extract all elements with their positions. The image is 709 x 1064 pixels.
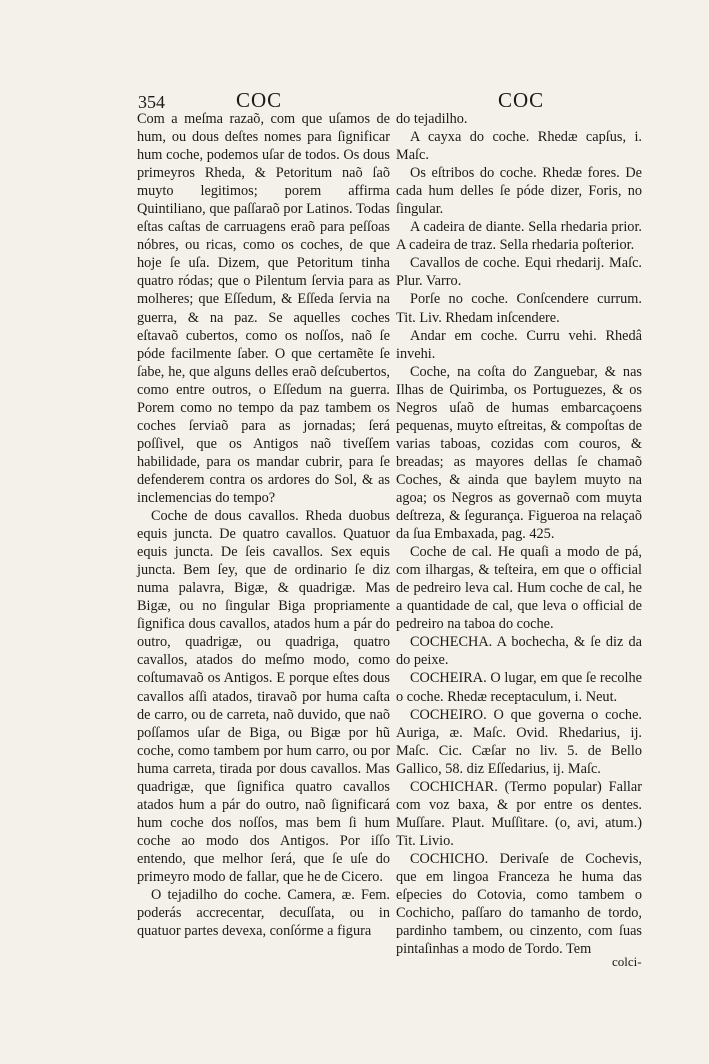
paragraph: COCHEIRA. O lugar, em que ſe recolhe o coche. Rhedæ receptaculum, i. Neut.: [396, 670, 642, 705]
right-column: [396, 110, 642, 958]
page-number: 354: [138, 92, 165, 112]
paragraph: A cadeira de diante. Sella rhedaria prior. A cadeira de traz. Sella rhedaria poſterior.: [396, 219, 642, 254]
paragraph: COCHEIRO. O que governa o coche. Auriga, æ. Maſc. Ovid. Rhedarius, ij. Maſc. Cic. Cæſar no liv. 5. de Bello Gallico, 58. diz Eſſedarius, ij. Maſc.: [396, 706, 642, 777]
paragraph: Andar em coche. Curru vehi. Rhedâ invehi.: [396, 327, 642, 362]
paragraph: A cayxa do coche. Rhedæ capſus, i. Maſc.: [396, 129, 642, 164]
paragraph: COCHECHA. A bochecha, & ſe diz da do peixe.: [396, 634, 642, 669]
paragraph: Com a meſma razaõ, com que uſamos de hum, ou dous deſtes nomes para ſignificar hum coche, podemos uſar de todos. Os dous primeyros Rheda, & Petoritum naõ ſaõ muyto legitimos; porem affirma Quintiliano, que paſſaraõ por Latinos. Todas eſtas caſtas de carruagens eraõ para peſſoas nóbres, ou ricas, como os coches, de que hoje ſe uſa. Dizem, que Petoritum tinha quatro ródas; que o Pilentum ſervia para as molheres; que Eſſedum, & Eſſeda ſervia na guerra, & na paz. Se aquelles coches eſtavaõ cubertos, como os noſſos, naõ ſe póde facilmente ſaber. O que certamẽte ſe ſabe, he, que alguns delles eraõ deſcubertos, como entre outros, o Eſſedum na guerra. Porem como no tempo da paz tambem os coches ſerviaõ para as jornadas; ſerá poſſivel, que os Antigos naõ tiveſſem habilidade, para os mandar cubrir, para ſe defenderem contra os ardores do Sol, & as inclemencias do tempo?: [137, 111, 390, 506]
paragraph: Coche de cal. He quaſi a modo de pá, com ilhargas, & teſteira, em que o official de pedreiro leva cal. Hum coche de cal, he a quantidade de cal, que leva o official de pedreiro na taboa do coche.: [396, 544, 642, 633]
left-column: [137, 110, 390, 940]
paragraph: COCHICHAR. (Termo popular) Fallar com voz baxa, & por entre os dentes. Muſſare. Plaut. Muſſitare. (o, avi, atum.) Tit. Livio.: [396, 778, 642, 849]
paragraph: COCHICHO. Derivaſe de Cochevis, que em lingoa Franceza he huma das eſpecies do Cotovia, como tambem o Cochicho, paſſaro do tamanho de tordo, pardinho tambem, ou cinzento, com ſuas pintaſinhas a modo de Tordo. Tem: [396, 850, 642, 958]
paragraph: Porſe no coche. Conſcendere currum. Tit. Liv. Rhedam inſcendere.: [396, 291, 642, 326]
catchword: colci-: [612, 954, 642, 969]
running-head-left: COC: [236, 88, 283, 112]
running-head-right: COC: [498, 88, 545, 112]
paragraph: Coche, na coſta do Zanguebar, & nas Ilhas de Quirimba, os Portuguezes, & os Negros uſaõ de humas embarcaçoens pequenas, muyto eſtreitas, & compoſtas de varias taboas, cozidas com couros, & breadas; as mayores dellas ſe chamaõ Coches, & ainda que baylem muyto na agoa; os Negros as governaõ com muyta deſtreza, & ſegurança. Figueroa na relaçaõ da ſua Embaxada, pag. 425.: [396, 363, 642, 543]
paragraph: do tejadilho.: [396, 111, 468, 127]
paragraph: Os eſtribos do coche. Rhedæ fores. De cada hum delles ſe póde dizer, Foris, no ſingular.: [396, 165, 642, 218]
paragraph: Cavallos de coche. Equi rhedarij. Maſc. Plur. Varro.: [396, 255, 642, 290]
paragraph: O tejadilho do coche. Camera, æ. Fem. poderás accrecentar, decuſſata, ou in quatuor partes devexa, conſórme a figura: [137, 887, 390, 940]
paragraph: Coche de dous cavallos. Rheda duobus equis juncta. De quatro cavallos. Quatuor equis juncta. De ſeis cavallos. Sex equis juncta. Bem ſey, que de ordinario ſe diz numa palavra, Bigæ, & quadrigæ. Mas Bigæ, ou no ſingular Biga propriamente ſignifica dous cavallos, atados hum a pár do outro, quadrigæ, ou quadriga, quatro cavallos, atados do meſmo modo, como coſtumavaõ os Antigos. E porque eſtes dous cavallos aſſi atados, tiravaõ por huma caſta de carro, ou de carreta, naõ duvido, que naõ poſſamos uſar de Biga, ou Bigæ por hũ coche, como tambem por hum carro, ou por huma carreta, tirada por dous cavallos. Mas quadrigæ, que ſignifica quatro cavallos atados hum a pár do outro, naõ ſignificará hum coche dos noſſos, mas bem ſi hum coche ao modo dos Antigos. Por iſſo entendo, que melhor ſerá, que ſe uſe do primeyro modo de fallar, que he de Cicero.: [137, 508, 390, 885]
